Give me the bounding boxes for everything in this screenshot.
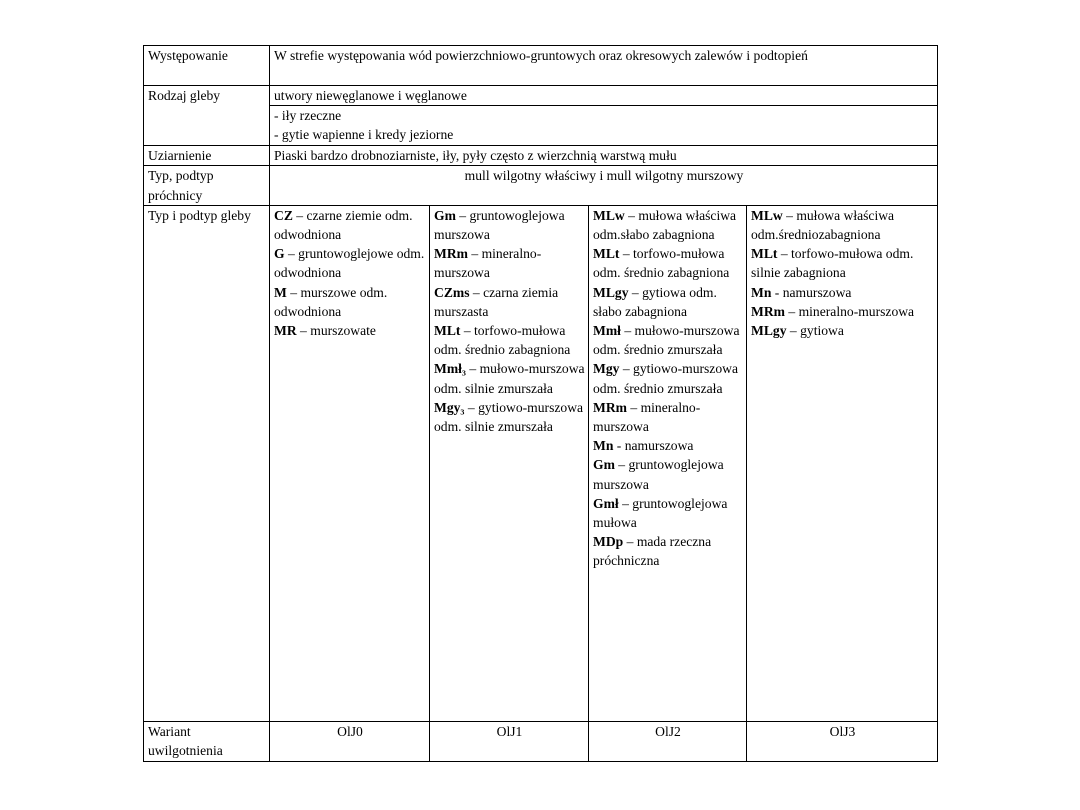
soil-type-code: MLgy <box>751 323 787 339</box>
soil-type-entry <box>751 244 934 282</box>
soil-type-code: MLgy <box>593 284 629 300</box>
soil-type-description: – mineralno-murszowa <box>593 399 701 435</box>
soil-type-description: – mułowo-murszowa odm. średnio zmurszała <box>593 323 740 358</box>
soil-kind-value: utwory niewęglanowe i węglanowe <box>270 86 938 106</box>
soil-type-entry <box>593 283 743 321</box>
variant-olj0: OlJ0 <box>270 721 430 761</box>
soil-type-code: MLw <box>593 207 625 223</box>
soil-type-description: – gruntowoglejowa murszowa <box>593 457 724 492</box>
soil-type-code: G <box>274 246 285 262</box>
row-label-wariant: Wariant uwilgotnienia <box>144 721 270 761</box>
soil-type-code: MRm <box>593 399 627 415</box>
variant-olj2: OlJ2 <box>589 721 747 761</box>
soil-type-code: MRm <box>751 303 785 319</box>
soil-type-entry <box>593 321 743 359</box>
row-typ-gleby <box>144 205 938 721</box>
soil-type-entry <box>751 206 934 244</box>
soil-type-description: – gytiowo-murszowa odm. średnio zmurszała <box>593 361 738 396</box>
row-label-typ-prochnicy: Typ, podtyp próchnicy <box>144 166 270 205</box>
soil-type-code: MDp <box>593 534 624 550</box>
soil-type-code: Gm <box>434 207 456 223</box>
soil-type-description: - namurszowa <box>771 284 852 300</box>
soil-type-entry <box>434 359 585 397</box>
row-wariant <box>144 721 938 761</box>
soil-kind-list-item: - gytie wapienne i kredy jeziorne <box>274 127 454 143</box>
soil-type-entry <box>751 302 934 321</box>
soil-type-code: Gm <box>593 457 615 473</box>
row-wystepowanie <box>144 46 938 86</box>
soil-type-code: Mgy₃ <box>434 399 465 415</box>
soil-type-column-olj1 <box>430 205 589 721</box>
row-label-rodzaj-gleby: Rodzaj gleby <box>144 86 270 146</box>
row-label-uziarnienie: Uziarnienie <box>144 146 270 166</box>
soil-type-entry <box>593 436 743 455</box>
soil-type-description: – mada rzeczna próchniczna <box>593 534 712 569</box>
soil-type-code: MLt <box>751 246 778 262</box>
soil-type-code: MR <box>274 323 297 339</box>
soil-type-entry <box>593 398 743 436</box>
soil-type-entry <box>593 359 743 397</box>
soil-type-entry <box>434 398 585 436</box>
soil-type-description: – murszowate <box>296 323 376 339</box>
soil-type-description: – mułowa właściwa odm.słabo zabagniona <box>593 207 737 243</box>
soil-type-description: – czarne ziemie odm. odwodniona <box>274 207 413 243</box>
soil-type-entry <box>274 206 426 244</box>
row-label-typ-gleby: Typ i podtyp gleby <box>144 205 270 721</box>
row-label-wystepowanie: Występowanie <box>144 46 270 86</box>
soil-type-column-olj3 <box>747 205 938 721</box>
soil-type-code: CZms <box>434 284 470 300</box>
soil-type-description: – gruntowoglejowa murszowa <box>434 207 565 243</box>
soil-type-code: MLt <box>434 323 461 339</box>
soil-type-description: – mineralno-murszowa <box>784 303 915 319</box>
occurrence-value: W strefie występowania wód powierzchniowo-gruntowych oraz okresowych zalewów i podtopień <box>270 46 938 86</box>
soil-type-entry <box>593 494 743 532</box>
variant-olj3: OlJ3 <box>747 721 938 761</box>
variant-olj1: OlJ1 <box>430 721 589 761</box>
soil-type-entry <box>593 532 743 570</box>
row-typ-prochnicy <box>144 166 938 205</box>
soil-type-code: Mn <box>593 438 614 454</box>
soil-type-code: MRm <box>434 246 468 262</box>
soil-type-entry <box>274 283 426 321</box>
soil-type-description: - namurszowa <box>613 438 694 454</box>
soil-type-description: – torfowo-mułowa odm. średnio zabagniona <box>593 246 730 281</box>
grain-size-value: Piaski bardzo drobnoziarniste, iły, pyły często z wierzchnią warstwą mułu <box>270 146 938 166</box>
soil-type-description: – murszowe odm. odwodniona <box>274 284 388 319</box>
soil-type-description: – torfowo-mułowa odm. silnie zabagniona <box>751 246 914 281</box>
soil-type-entry <box>593 206 743 244</box>
soil-type-code: Mn <box>751 284 772 300</box>
soil-type-entry <box>434 206 585 244</box>
soil-kind-list-item: - iły rzeczne <box>274 108 342 124</box>
soil-type-description: – gruntowoglejowe odm. odwodniona <box>274 246 425 281</box>
soil-type-entry <box>751 283 934 302</box>
humus-type-value: mull wilgotny właściwy i mull wilgotny murszowy <box>270 166 938 205</box>
soil-type-entry <box>593 455 743 493</box>
row-uziarnienie <box>144 146 938 166</box>
soil-type-code: M <box>274 284 287 300</box>
soil-type-description: – gruntowoglejowa mułowa <box>593 495 728 531</box>
soil-type-code: Mmł₃ <box>434 361 467 377</box>
soil-type-column-olj0 <box>270 205 430 721</box>
soil-type-entry <box>434 283 585 321</box>
soil-type-entry <box>274 321 426 340</box>
soil-type-column-olj2 <box>589 205 747 721</box>
soil-kind-list <box>270 106 938 146</box>
soil-type-code: MLw <box>751 207 783 223</box>
soil-type-description: – gytiowa <box>786 323 844 339</box>
soil-type-code: MLt <box>593 246 620 262</box>
soil-type-entry <box>434 321 585 359</box>
soil-type-description: – gytiowa odm. słabo zabagniona <box>593 284 717 319</box>
soil-type-entry <box>274 244 426 282</box>
soil-type-entry <box>593 244 743 282</box>
soil-type-entry <box>434 244 585 282</box>
soil-type-description: – mineralno-murszowa <box>434 246 542 281</box>
row-rodzaj-gleby <box>144 86 938 106</box>
soil-type-description: – mułowa właściwa odm.średniozabagniona <box>751 207 895 243</box>
soil-type-description: – czarna ziemia murszasta <box>434 284 559 319</box>
soil-type-description: – gytiowo-murszowa odm. silnie zmurszała <box>434 399 584 435</box>
soil-type-code: Mgy <box>593 361 620 377</box>
soil-type-entry <box>751 321 934 340</box>
soil-type-code: CZ <box>274 207 293 223</box>
soil-type-code: Gmł <box>593 495 619 511</box>
soil-type-code: Mmł <box>593 323 621 339</box>
soil-characteristics-table <box>143 45 938 762</box>
soil-type-description: – mułowo-murszowa odm. silnie zmurszała <box>434 361 585 396</box>
soil-type-description: – torfowo-mułowa odm. średnio zabagniona <box>434 323 571 358</box>
